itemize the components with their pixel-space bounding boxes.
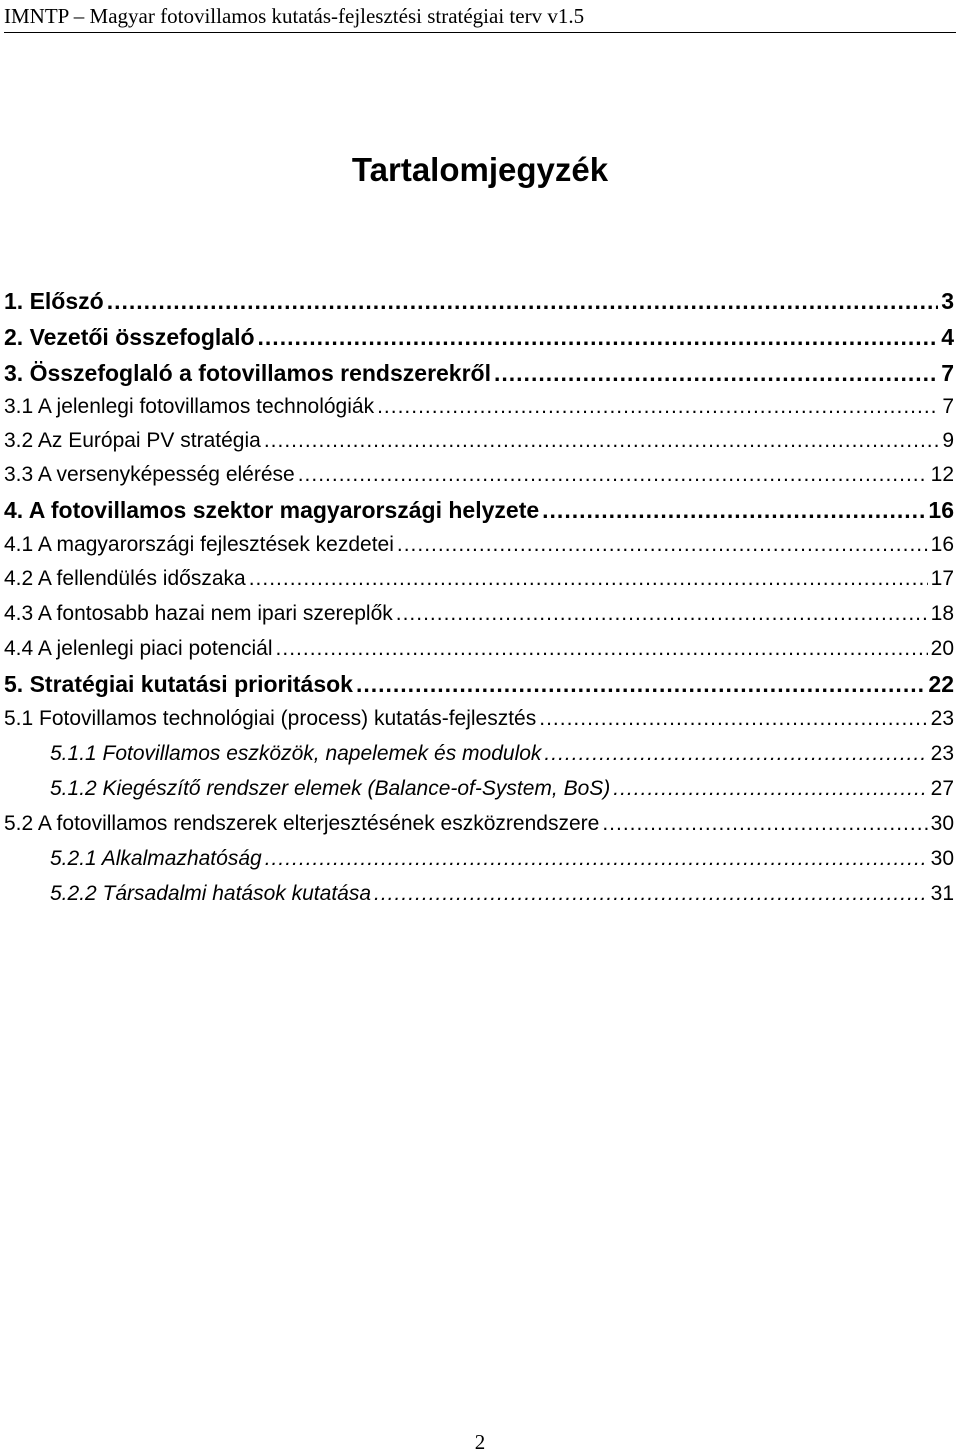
toc-entry[interactable] bbox=[4, 462, 954, 488]
toc-entry[interactable] bbox=[4, 671, 954, 697]
toc-dot-leader bbox=[107, 288, 939, 314]
toc-dot-leader bbox=[258, 324, 939, 350]
toc-entry-title: 1. Előszó bbox=[4, 288, 104, 314]
toc-entry-title: 5.2.2 Társadalmi hatások kutatása bbox=[50, 882, 372, 905]
toc-entry-title: 5.2.1 Alkalmazhatóság bbox=[50, 847, 262, 870]
toc-entry[interactable] bbox=[4, 636, 954, 662]
toc-entry-title: 5. Stratégiai kutatási prioritások bbox=[4, 671, 353, 697]
toc-dot-leader bbox=[544, 741, 927, 767]
toc-entry-title: 3.2 Az Európai PV stratégia bbox=[4, 429, 261, 452]
toc-entry-title: 3. Összefoglaló a fotovillamos rendszerekről bbox=[4, 360, 491, 386]
toc-entry[interactable] bbox=[4, 324, 954, 350]
toc-entry-page: 31 bbox=[930, 882, 954, 905]
toc-dot-leader bbox=[276, 636, 928, 662]
toc-dot-leader bbox=[539, 706, 927, 732]
toc-dot-leader bbox=[265, 846, 928, 872]
toc-entry[interactable] bbox=[4, 394, 954, 420]
toc-dot-leader bbox=[249, 566, 928, 592]
toc-entry[interactable] bbox=[4, 532, 954, 558]
toc-entry-page: 3 bbox=[941, 288, 954, 314]
toc-entry-page: 30 bbox=[930, 812, 954, 835]
toc-entry-title: 4.3 A fontosabb hazai nem ipari szereplők bbox=[4, 602, 393, 625]
toc-dot-leader bbox=[396, 601, 928, 627]
toc-entry-title: 5.1.1 Fotovillamos eszközök, napelemek és modulok bbox=[50, 742, 542, 765]
toc-entry[interactable] bbox=[4, 288, 954, 314]
toc-dot-leader bbox=[602, 811, 927, 837]
toc-entry[interactable] bbox=[50, 776, 954, 802]
toc-entry-page: 20 bbox=[930, 637, 954, 660]
toc-entry[interactable] bbox=[4, 706, 954, 732]
toc-dot-leader bbox=[397, 532, 928, 558]
toc-entry[interactable] bbox=[4, 360, 954, 386]
toc-entry-title: 5.2 A fotovillamos rendszerek elterjesztésének eszközrendszere bbox=[4, 812, 600, 835]
toc-entry-page: 23 bbox=[930, 707, 954, 730]
toc-entry-page: 7 bbox=[942, 395, 954, 418]
toc-entry-page: 23 bbox=[930, 742, 954, 765]
toc-entry[interactable] bbox=[4, 566, 954, 592]
toc-entry-title: 4.1 A magyarországi fejlesztések kezdetei bbox=[4, 533, 394, 556]
toc-entry-page: 12 bbox=[930, 463, 954, 486]
toc-entry-title: 4. A fotovillamos szektor magyarországi helyzete bbox=[4, 497, 540, 523]
toc-entry[interactable] bbox=[4, 428, 954, 454]
toc-dot-leader bbox=[494, 360, 938, 386]
toc-dot-leader bbox=[356, 671, 925, 697]
toc-entry-title: 3.1 A jelenlegi fotovillamos technológiák bbox=[4, 395, 375, 418]
toc-entry-page: 22 bbox=[928, 671, 954, 697]
toc-entry[interactable] bbox=[50, 741, 954, 767]
toc-entry-page: 9 bbox=[942, 429, 954, 452]
toc-entry[interactable] bbox=[50, 846, 954, 872]
toc-entry[interactable] bbox=[4, 811, 954, 837]
toc-entry-page: 16 bbox=[928, 497, 954, 523]
running-header: IMNTP – Magyar fotovillamos kutatás-fejlesztési stratégiai terv v1.5 bbox=[4, 4, 956, 33]
toc-entry-page: 18 bbox=[930, 602, 954, 625]
toc-entry-title: 3.3 A versenyképesség elérése bbox=[4, 463, 295, 486]
toc-entry-page: 17 bbox=[930, 567, 954, 590]
toc-entry-title: 2. Vezetői összefoglaló bbox=[4, 324, 255, 350]
toc-entry-page: 30 bbox=[930, 847, 954, 870]
page-title: Tartalomjegyzék bbox=[351, 151, 609, 188]
toc-entry[interactable] bbox=[4, 601, 954, 627]
toc-entry-page: 4 bbox=[941, 324, 954, 350]
toc-dot-leader bbox=[264, 428, 939, 454]
page-number: 2 bbox=[474, 1430, 486, 1454]
toc-entry-title: 5.1.2 Kiegészítő rendszer elemek (Balance-of-System, BoS) bbox=[50, 777, 611, 800]
toc-entry-title: 5.1 Fotovillamos technológiai (process) kutatás-fejlesztés bbox=[4, 707, 537, 730]
toc-dot-leader bbox=[377, 394, 939, 420]
toc-entry-page: 27 bbox=[930, 777, 954, 800]
toc-entry-page: 16 bbox=[930, 533, 954, 556]
toc-entry[interactable] bbox=[50, 881, 954, 907]
toc-dot-leader bbox=[613, 776, 927, 802]
toc-entry-title: 4.4 A jelenlegi piaci potenciál bbox=[4, 637, 273, 660]
toc-dot-leader bbox=[542, 497, 925, 523]
toc-entry-page: 7 bbox=[941, 360, 954, 386]
toc-dot-leader bbox=[374, 881, 928, 907]
toc-dot-leader bbox=[298, 462, 928, 488]
toc-entry[interactable] bbox=[4, 497, 954, 523]
toc-entry-title: 4.2 A fellendülés időszaka bbox=[4, 567, 246, 590]
